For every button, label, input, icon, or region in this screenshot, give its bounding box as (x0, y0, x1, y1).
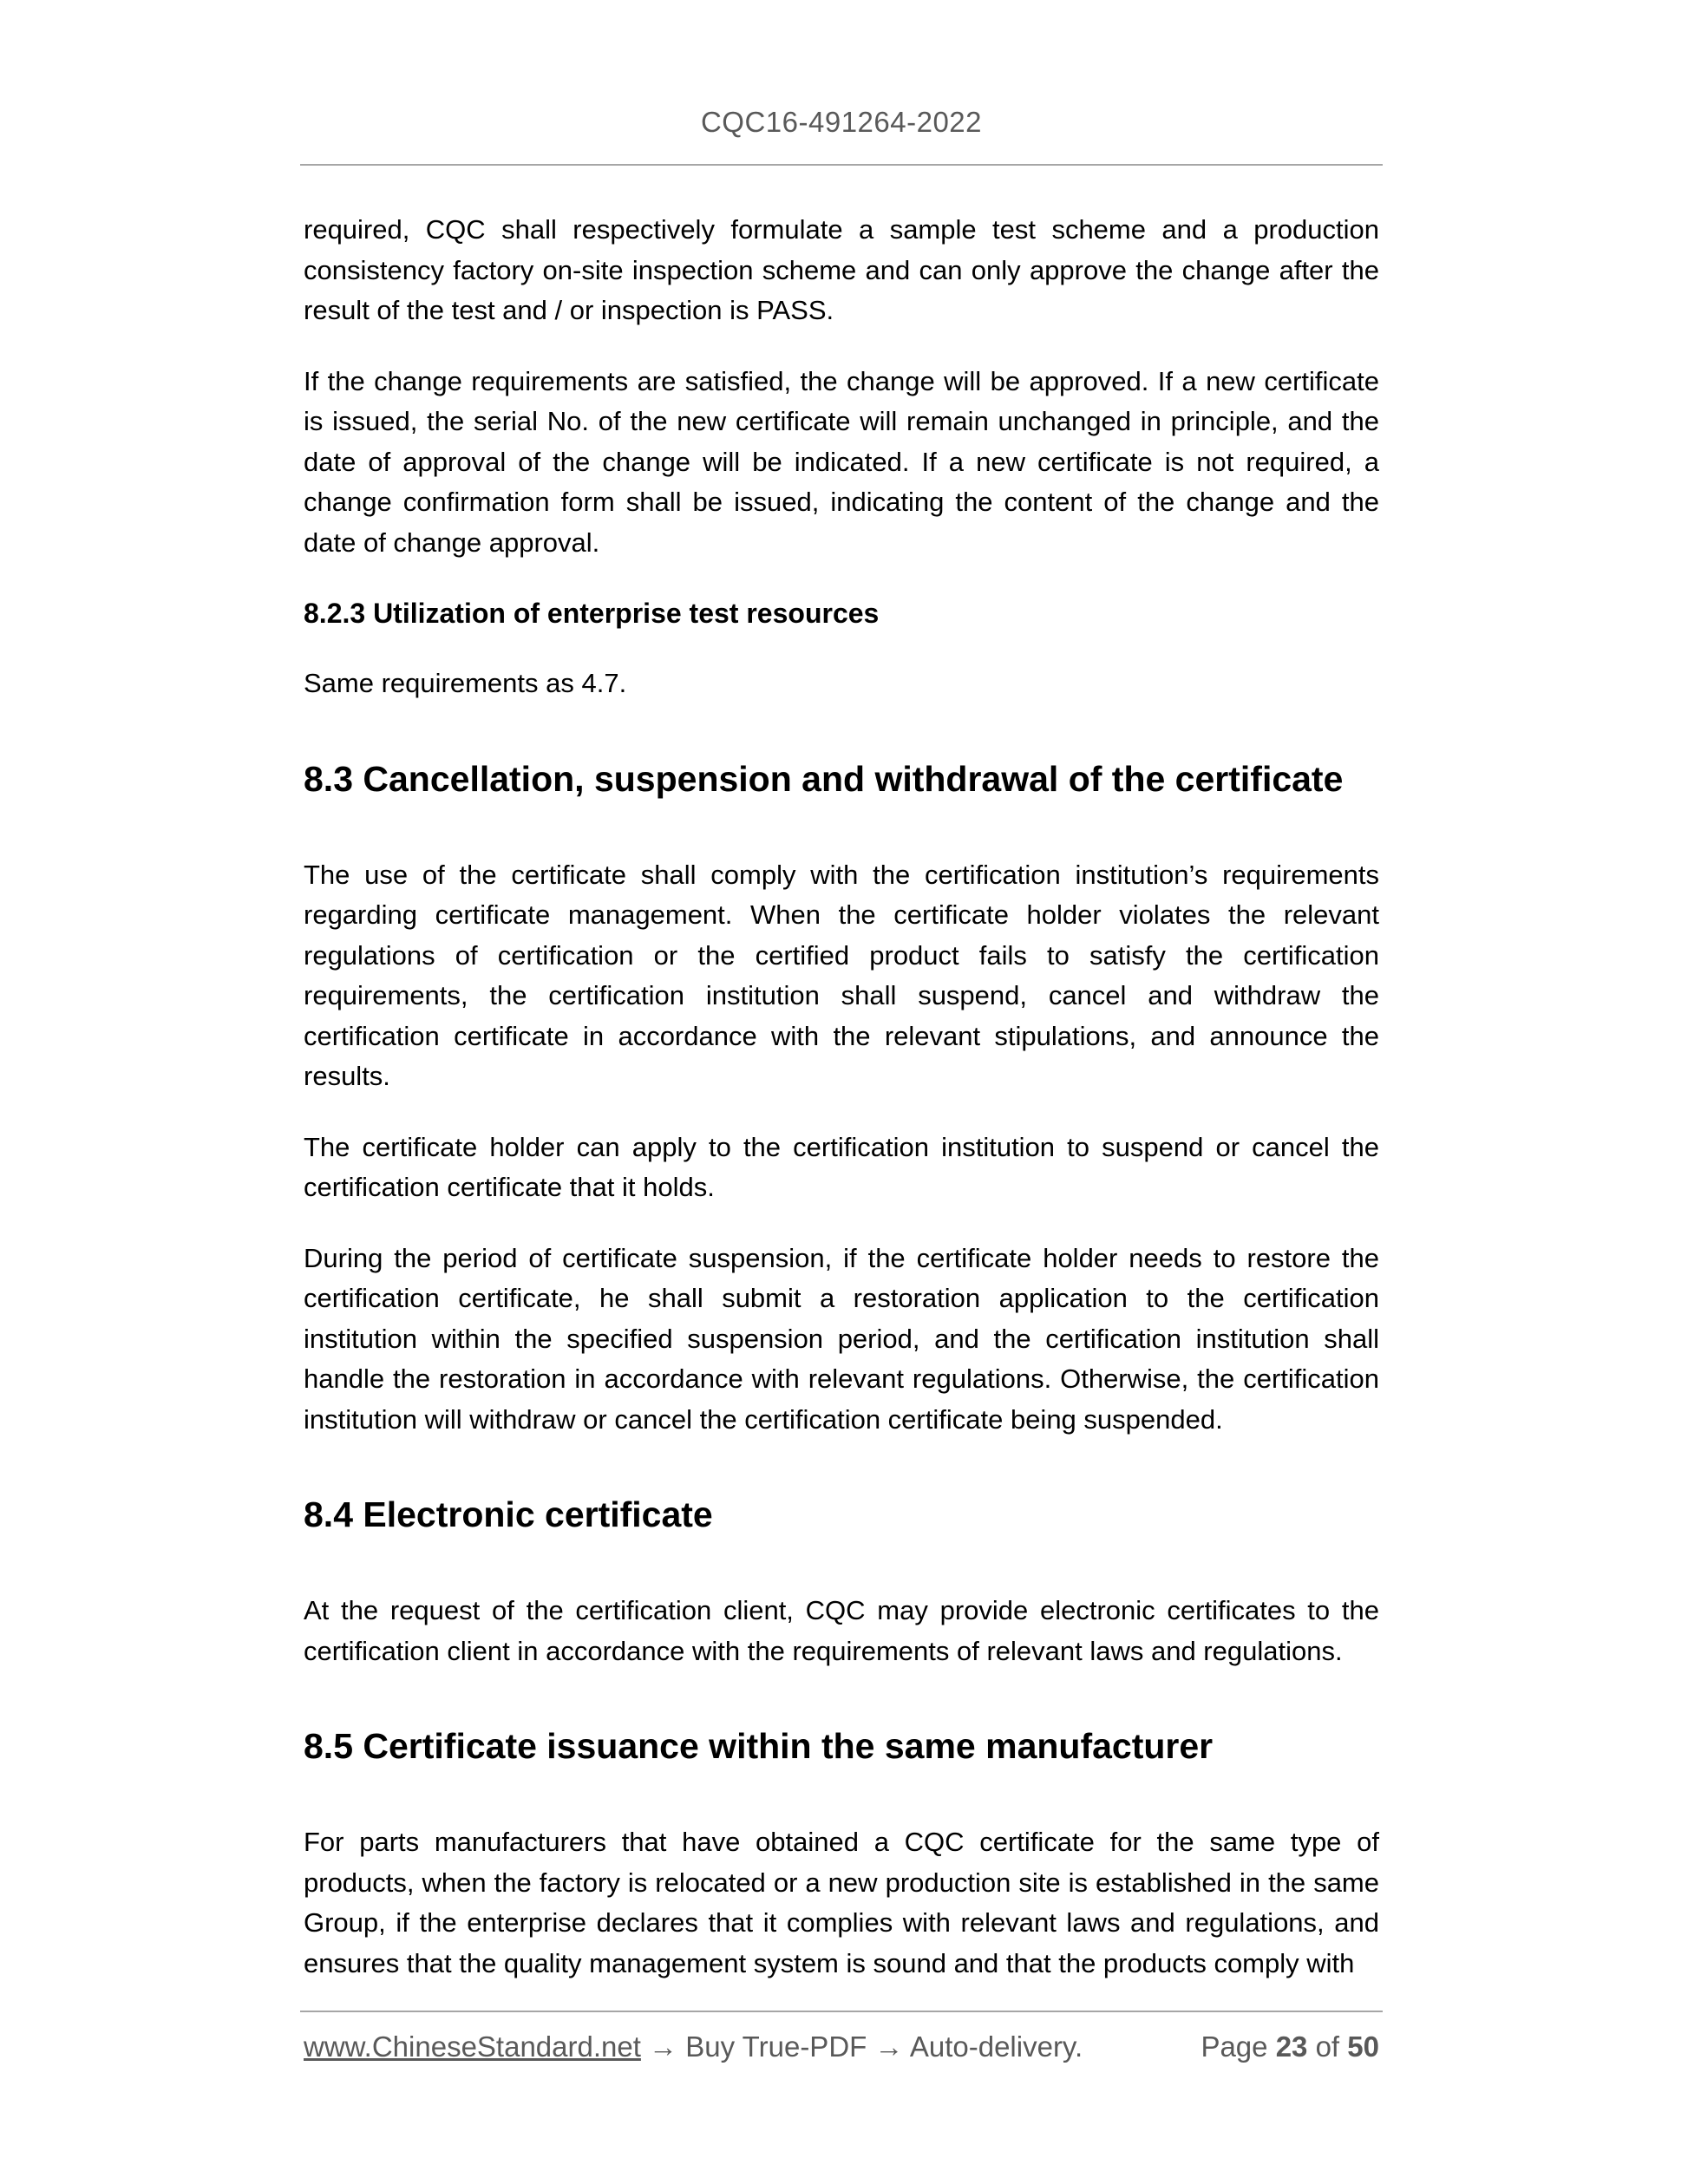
arrow-right-icon: → (649, 2030, 678, 2063)
paragraph-change-test-scheme: required, CQC shall respectively formulate a sample test scheme and a production consistency factory on-site inspection scheme and can only approve the change after the result of the test and / or inspection is PASS. (304, 214, 1379, 325)
paragraph-suspension-restore: During the period of certificate suspension, if the certificate holder needs to restore the certification certificate, he shall submit a restoration application to the certification institution within the specified suspension period, and the certification institution shall handle the restoration in accordance with relevant regulations. Otherwise, the certification institution will withdraw or cancel the certification certificate being suspended. (304, 1242, 1379, 1435)
page-content (304, 210, 1379, 2014)
of-label: of (1315, 2030, 1340, 2063)
buy-true-pdf-text: Buy True-PDF (685, 2030, 867, 2063)
heading-8-4: 8.4 Electronic certificate (304, 1494, 713, 1534)
paragraph-certificate-use: The use of the certificate shall comply with the certification institution’s requirements regarding certificate management. When the certificate holder violates the relevant regulations of certification or the certified product fails to satisfy the certification requirements, the certification institution shall suspend, cancel and withdraw the certification certificate in accordance with the relevant stipulations, and announce the results. (304, 859, 1379, 1091)
paragraph-same-manufacturer: For parts manufacturers that have obtained a CQC certificate for the same type of products, when the factory is relocated or a new production site is established in the same Group, if the enterprise declares that it complies with relevant laws and regulations, and ensures that the quality management system is sound and that the products comply with (304, 1827, 1379, 1978)
page-footer (304, 2030, 1379, 2063)
paragraph-change-approval: If the change requirements are satisfied, the change will be approved. If a new certificate is issued, the serial No. of the new certificate will remain unchanged in principle, and the date of approval of the change will be indicated. If a new certificate is not required, a change confirmation form shall be issued, indicating the content of the change and the date of change approval. (304, 365, 1379, 558)
auto-delivery-text: Auto-delivery. (909, 2030, 1083, 2063)
page-current: 23 (1275, 2030, 1308, 2063)
page-indicator (1201, 2030, 1379, 2063)
footer-divider (300, 2011, 1383, 2012)
page-label: Page (1201, 2030, 1268, 2063)
heading-8-2-3: 8.2.3 Utilization of enterprise test resources (304, 598, 880, 629)
paragraph-electronic-certificate: At the request of the certification client, CQC may provide electronic certificates to the certification client in accordance with the requirements of relevant laws and regulations. (304, 1595, 1379, 1666)
heading-8-3: 8.3 Cancellation, suspension and withdrawal of the certificate (304, 758, 1344, 799)
paragraph-holder-apply: The certificate holder can apply to the certification institution to suspend or cancel the certification certificate that it holds. (304, 1131, 1379, 1202)
header-divider (300, 164, 1383, 166)
chinesestandard-link[interactable]: www.ChineseStandard.net (304, 2030, 641, 2063)
paragraph-same-requirements: Same requirements as 4.7. (304, 668, 627, 698)
heading-8-5: 8.5 Certificate issuance within the same manufacturer (304, 1726, 1214, 1766)
footer-left (304, 2030, 1083, 2063)
document-id-header: CQC16-491264-2022 (700, 106, 983, 138)
page-total: 50 (1347, 2030, 1379, 2063)
arrow-right-icon: → (874, 2030, 904, 2063)
